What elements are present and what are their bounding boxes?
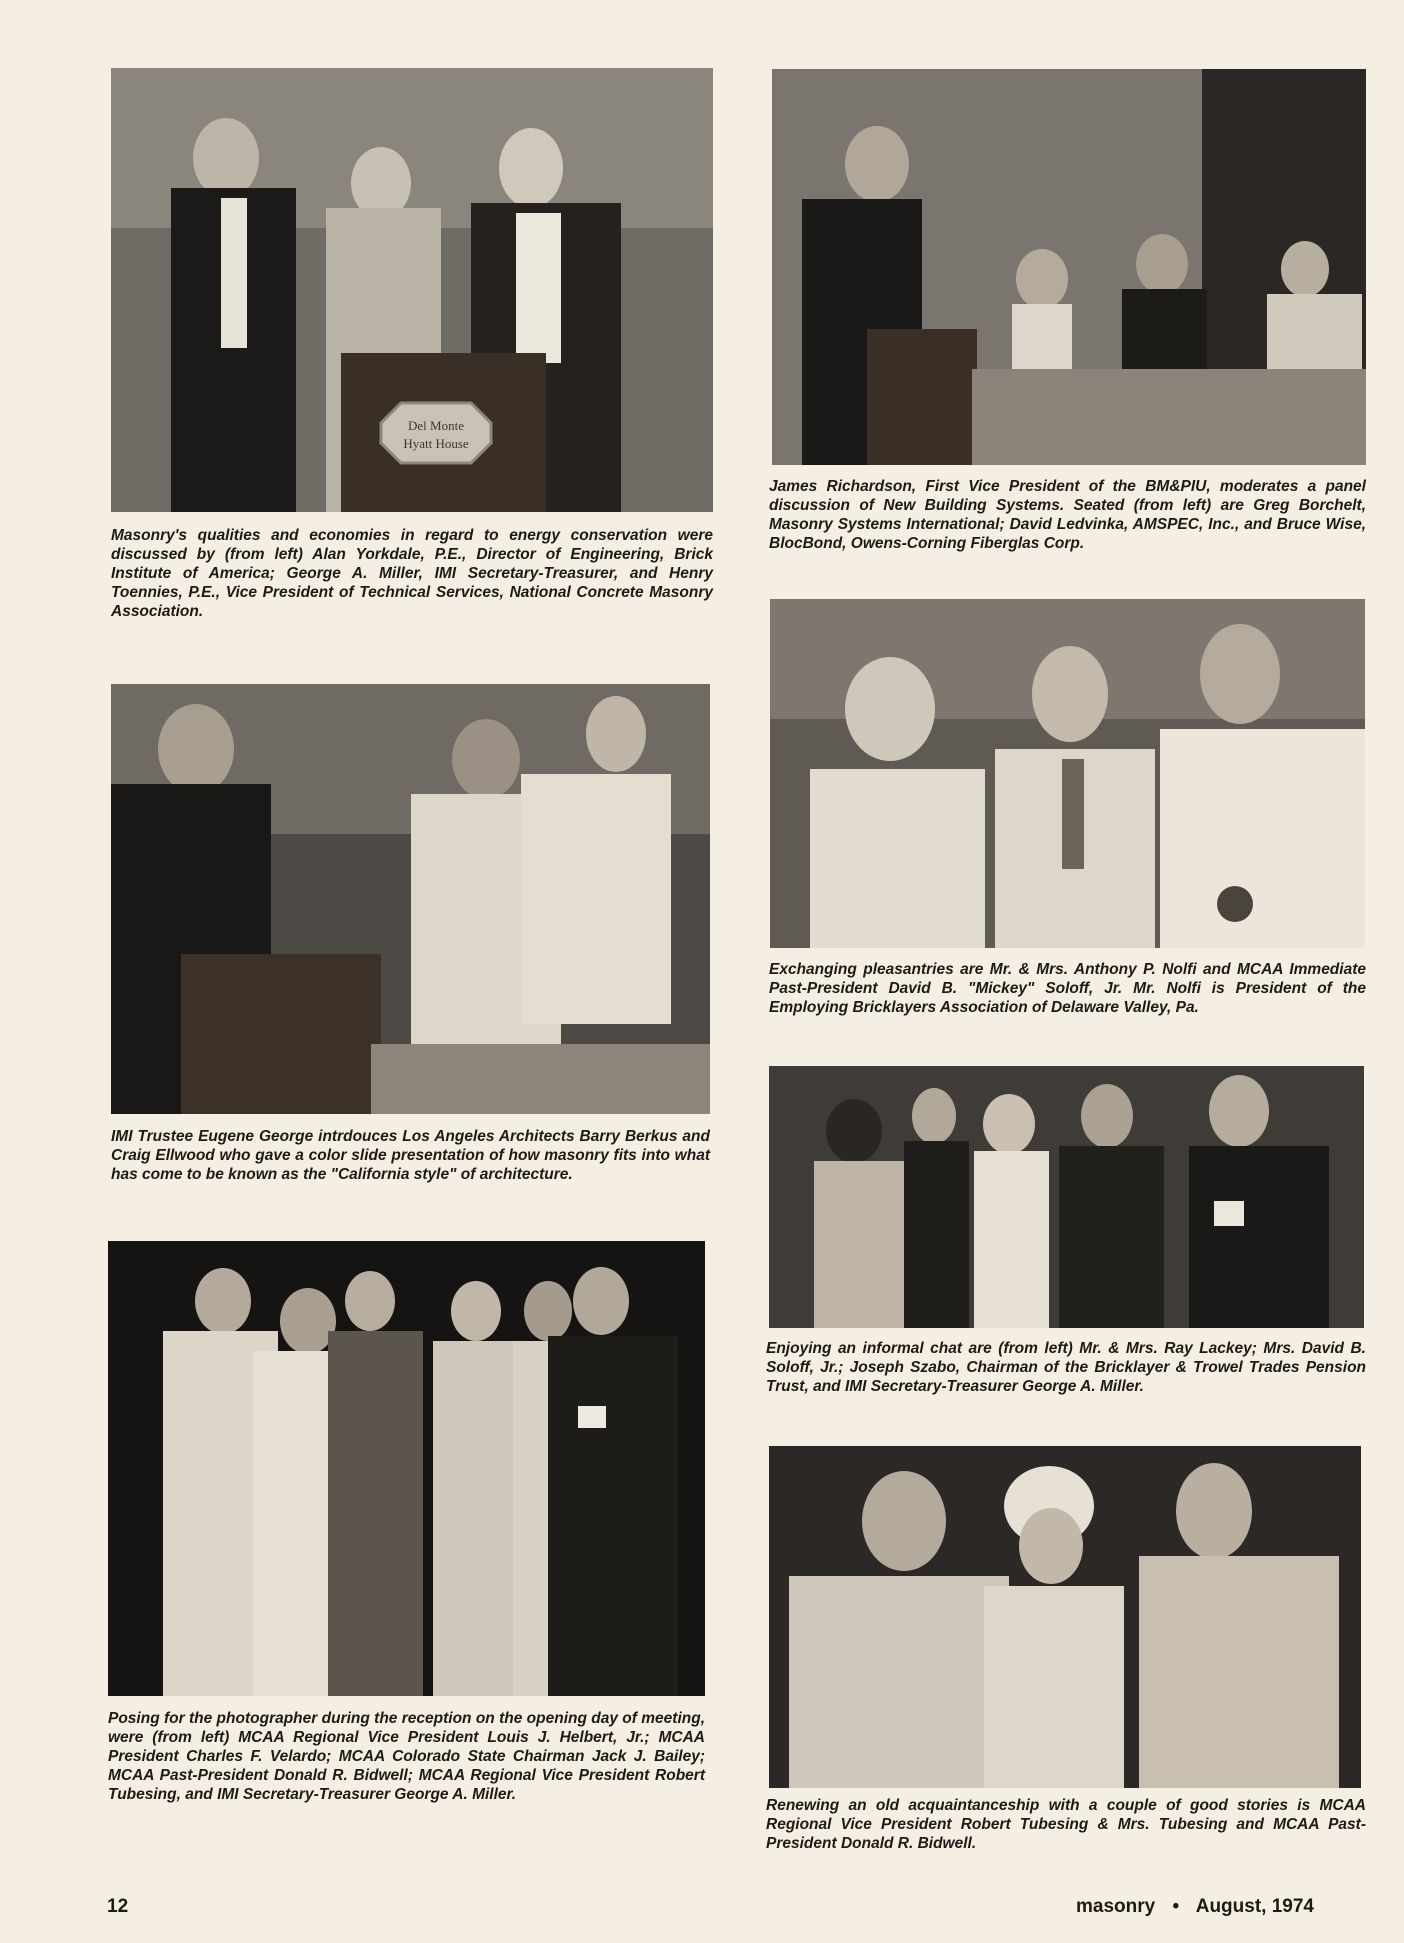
- issue-date: August, 1974: [1195, 1896, 1314, 1917]
- caption-renewing-acquaintanceship: Renewing an old acquaintanceship with a couple of good stories is MCAA Regional Vice President Robert Tubesing & Mrs. Tubesing and MCAA Past-President Donald R. Bidwell.: [766, 1797, 1366, 1852]
- caption-energy-conservation: Masonry's qualities and economies in regard to energy conservation were discussed by (from left) Alan Yorkdale, P.E., Director of Engineering, Brick Institute of America; George A. Miller, IMI Secretary-Treasurer, and Henry Toennies, P.E., Vice President of Technical Services, National Concrete Masonry Association.: [111, 527, 713, 620]
- footer-separator: •: [1172, 1896, 1180, 1917]
- caption-panel-discussion: James Richardson, First Vice President of the BM&PIU, moderates a panel discussion of New Building Systems. Seated (from left) are Greg Borchelt, Masonry Systems International; David Ledvinka, AMSPEC, Inc., and Bruce Wise, BlocBond, Owens-Corning Fiberglas Corp.: [769, 478, 1366, 552]
- photo-panel-discussion: [772, 69, 1366, 465]
- photo-california-style-architects: [111, 684, 710, 1114]
- caption-california-style: IMI Trustee Eugene George intrdouces Los Angeles Architects Barry Berkus and Craig Ellwood who gave a color slide presentation of how masonry fits into what has come to be known as the "California style" of architecture.: [111, 1128, 710, 1183]
- photo-renewing-acquaintanceship: [769, 1446, 1361, 1788]
- page-number: 12: [107, 1896, 129, 1917]
- podium-sign-line2: Hyatt House: [403, 436, 469, 451]
- caption-informal-chat: Enjoying an informal chat are (from left) Mr. & Mrs. Ray Lackey; Mrs. David B. Soloff, Jr.; Joseph Szabo, Chairman of the Bricklayer & Trowel Trades Pension Trust, and IMI Secretary-Treasurer George A. Miller.: [766, 1340, 1366, 1395]
- photo-reception-group: [108, 1241, 705, 1696]
- podium-sign-line1: Del Monte: [408, 418, 464, 433]
- caption-reception-group: Posing for the photographer during the reception on the opening day of meeting, were (from left) MCAA Regional Vice President Louis J. Helbert, Jr.; MCAA President Charles F. Velardo; MCAA Colorado State Chairman Jack J. Bailey; MCAA Past-President Donald R. Bidwell; MCAA Regional Vice President Robert Tubesing, and IMI Secretary-Treasurer George A. Miller.: [108, 1710, 705, 1803]
- running-footer: [1076, 1896, 1314, 1918]
- photo-informal-chat: [769, 1066, 1364, 1328]
- photo-energy-conservation-speakers: [111, 68, 713, 512]
- photo-exchanging-pleasantries: [770, 599, 1365, 948]
- publication-name: masonry: [1076, 1896, 1156, 1917]
- caption-exchanging-pleasantries: Exchanging pleasantries are Mr. & Mrs. Anthony P. Nolfi and MCAA Immediate Past-President David B. "Mickey" Soloff, Jr. Mr. Nolfi is President of the Employing Bricklayers Association of Delaware Valley, Pa.: [769, 961, 1366, 1016]
